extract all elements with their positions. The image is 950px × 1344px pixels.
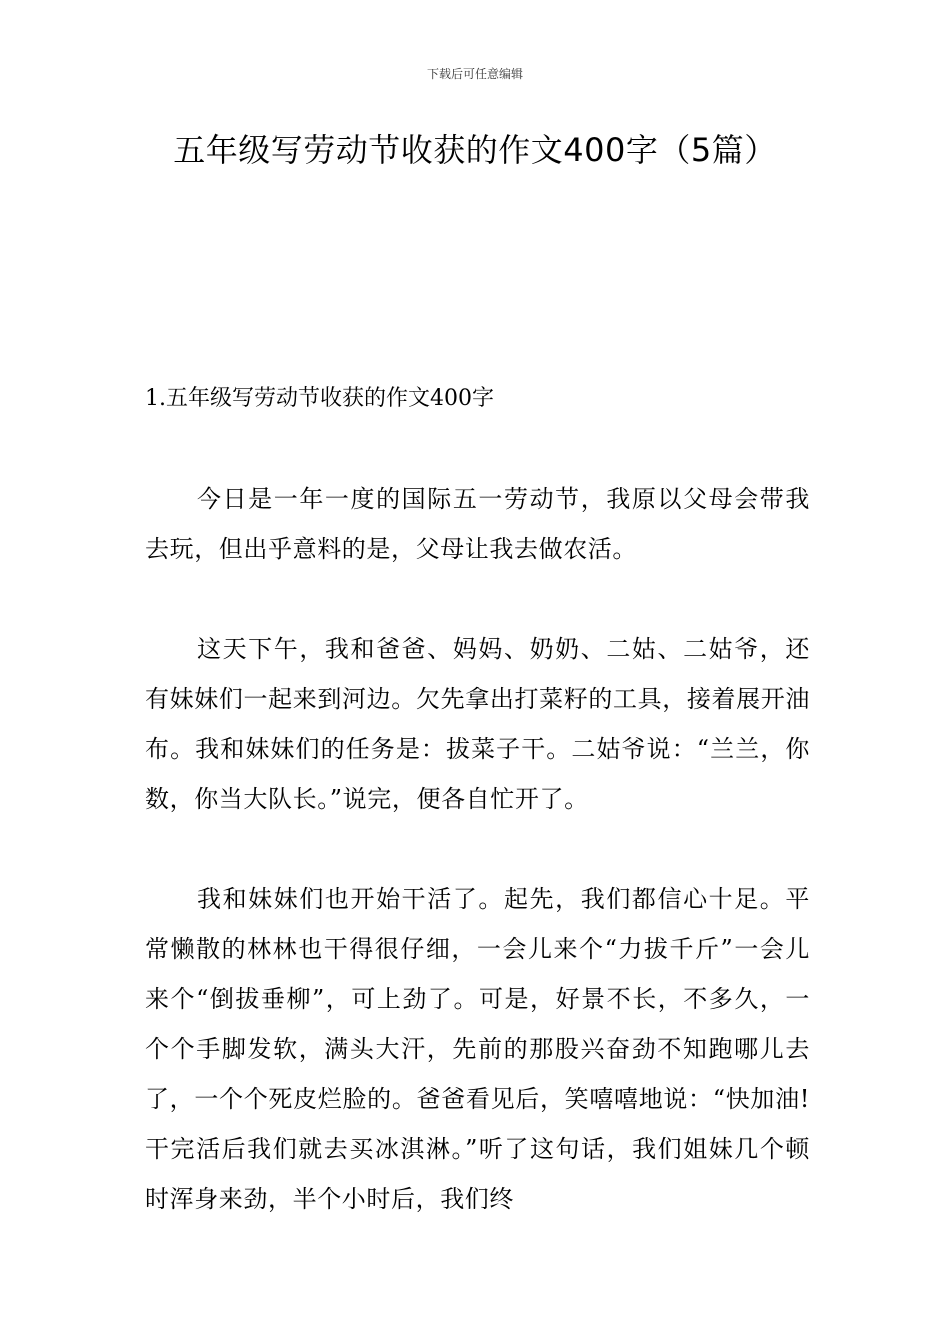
essay-body — [145, 474, 810, 1274]
document-title: 五年级写劳动节收获的作文400字（5篇） — [173, 131, 777, 169]
section-heading: 1.五年级写劳动节收获的作文400字 — [145, 386, 494, 411]
paragraph-3: 我和妹妹们也开始干活了。起先，我们都信心十足。平常懒散的林林也干得很仔细，一会儿来个“力拔千斤”一会儿来个“倒拔垂柳”，可上劲了。可是，好景不长，不多久，一个个手脚发软，满头大汗，先前的那股兴奋劲不知跑哪儿去了，一个个死皮烂脸的。爸爸看见后，笑嘻嘻地说：“快加油!干完活后我们就去买冰淇淋。”听了这句话，我们姐妹几个顿时浑身来劲，半个小时后，我们终 — [145, 885, 810, 1213]
paragraph-2: 这天下午，我和爸爸、妈妈、奶奶、二姑、二姑爷，还有妹妹们一起来到河边。欠先拿出打菜籽的工具，接着展开油布。我和妹妹们的任务是：拔菜子干。二姑爷说：“兰兰，你数，你当大队长。”说完，便各自忙开了。 — [145, 635, 810, 813]
paragraph-1: 今日是一年一度的国际五一劳动节，我原以父母会带我去玩，但出乎意料的是，父母让我去做农活。 — [145, 485, 810, 563]
header-note: 下载后可任意编辑 — [426, 67, 523, 81]
